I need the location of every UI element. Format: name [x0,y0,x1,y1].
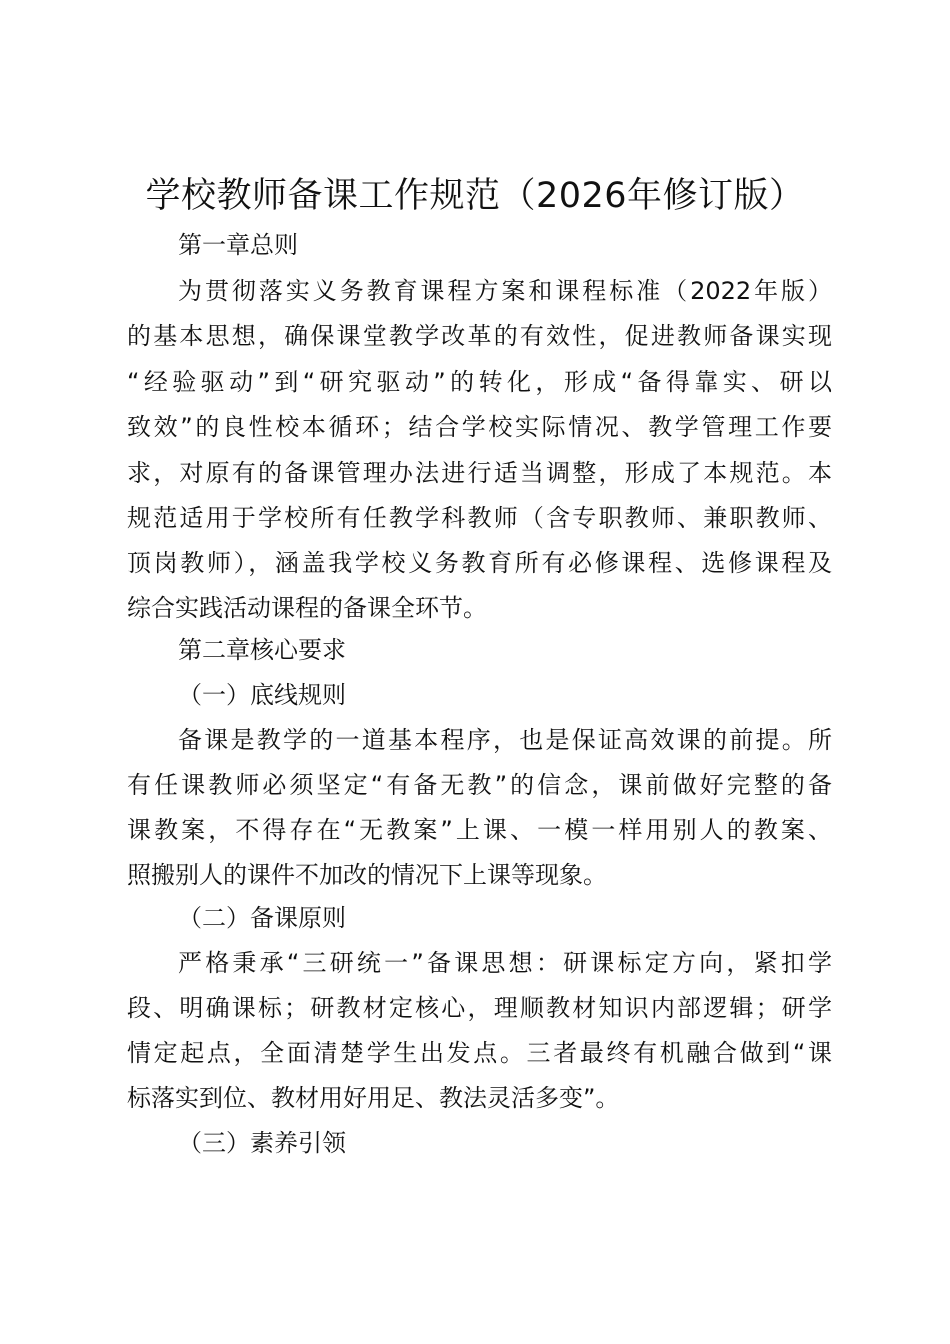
section-heading: （二）备课原则 [178,904,346,932]
paragraph-line: “经验驱动”到“研究驱动”的转化，形成“备得靠实、研以 [127,368,832,396]
paragraph-line: 课教案，不得存在“无教案”上课、一模一样用别人的教案、 [127,816,832,844]
paragraph-line: 规范适用于学校所有任教学科教师（含专职教师、兼职教师、 [127,504,832,532]
paragraph-line: 情定起点，全面清楚学生出发点。三者最终有机融合做到“课 [127,1039,832,1067]
paragraph-line: 照搬别人的课件不加改的情况下上课等现象。 [127,861,607,889]
paragraph-line: 有任课教师必须坚定“有备无教”的信念，课前做好完整的备 [127,771,832,799]
paragraph-line: 段、明确课标；研教材定核心，理顺教材知识内部逻辑；研学 [127,994,832,1022]
section-heading: （三）素养引领 [178,1129,346,1157]
paragraph-line: 求，对原有的备课管理办法进行适当调整，形成了本规范。本 [127,459,832,487]
paragraph-line: 的基本思想，确保课堂教学改革的有效性，促进教师备课实现 [127,322,832,350]
paragraph-line: 为贯彻落实义务教育课程方案和课程标准（2022年版） [178,277,832,305]
section-heading: （一）底线规则 [178,681,346,709]
paragraph-line: 致效”的良性校本循环；结合学校实际情况、教学管理工作要 [127,413,832,441]
paragraph-line: 标落实到位、教材用好用足、教法灵活多变”。 [127,1084,620,1112]
chapter-heading: 第二章核心要求 [178,636,346,664]
paragraph-line: 备课是教学的一道基本程序，也是保证高效课的前提。所 [178,726,832,754]
chapter-heading: 第一章总则 [178,231,298,259]
document-title: 学校教师备课工作规范（2026年修订版） [145,176,805,216]
paragraph-line: 顶岗教师），涵盖我学校义务教育所有必修课程、选修课程及 [127,549,832,577]
paragraph-line: 综合实践活动课程的备课全环节。 [127,594,487,622]
paragraph-line: 严格秉承“三研统一”备课思想：研课标定方向，紧扣学 [178,949,832,977]
